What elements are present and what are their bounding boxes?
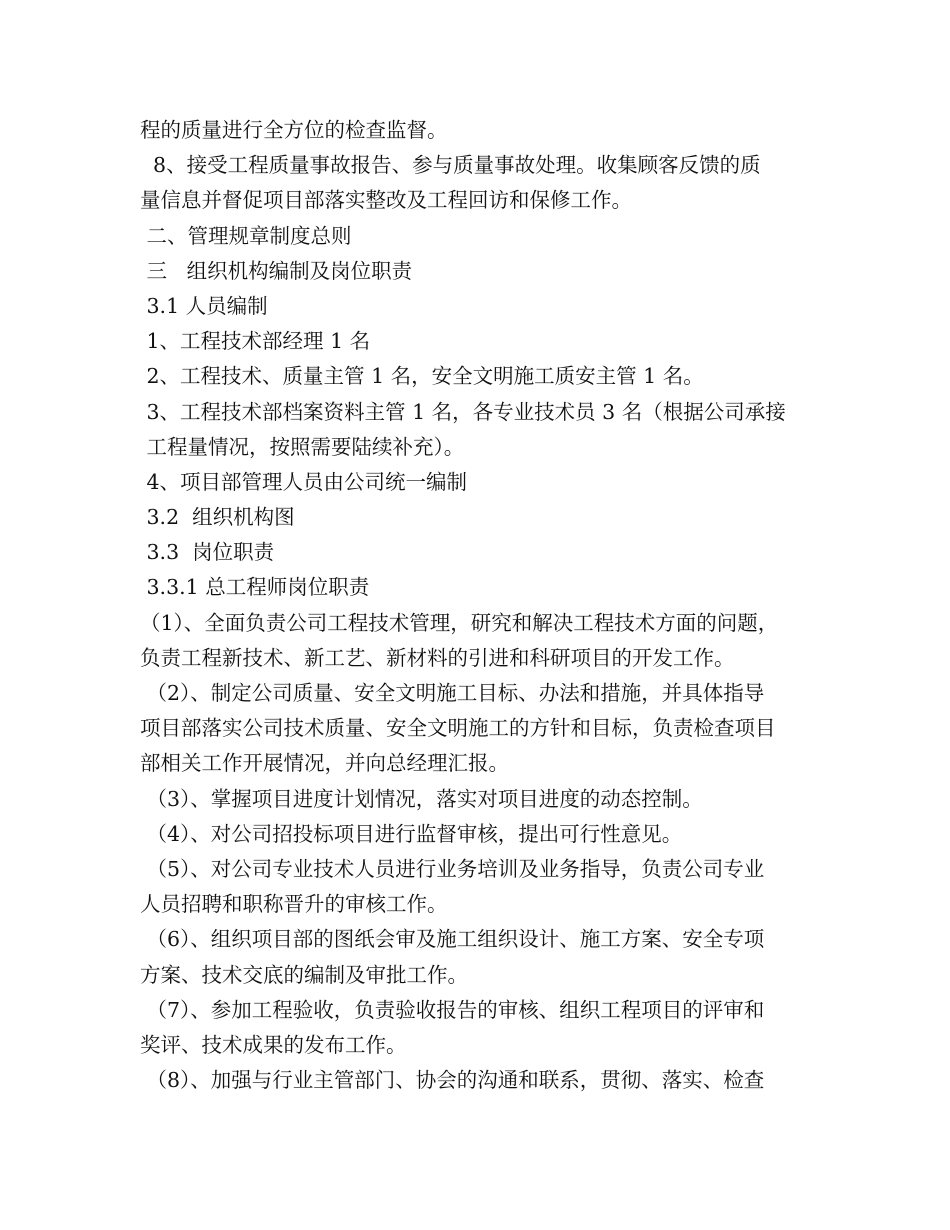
subsection-heading: 3.2 组织机构图 (140, 505, 295, 530)
text-line: 1、工程技术部经理 1 名 (140, 329, 371, 354)
text-line: 量信息并督促项目部落实整改及工程回访和保修工作。 (140, 188, 632, 213)
text-line: 8、接受工程质量事故报告、参与质量事故处理。收集顾客反馈的质 (140, 153, 761, 178)
subsection-heading: 3.3.1 总工程师岗位职责 (140, 575, 370, 600)
text-line: 项目部落实公司技术质量、安全文明施工的方针和目标，负责检查项目 (140, 716, 776, 741)
text-line: 部相关工作开展情况，并向总经理汇报。 (140, 751, 509, 776)
text-line: （6）、组织项目部的图纸会审及施工组织设计、施工方案、安全专项 (140, 927, 765, 952)
text-line: 负责工程新技术、新工艺、新材料的引进和科研项目的开发工作。 (140, 645, 735, 670)
text-line: （8）、加强与行业主管部门、协会的沟通和联系，贯彻、落实、检查 (140, 1068, 765, 1093)
text-line: （4）、对公司招投标项目进行监督审核，提出可行性意见。 (140, 821, 683, 846)
text-line: （3）、掌握项目进度计划情况，落实对项目进度的动态控制。 (140, 786, 703, 811)
section-heading: 二、管理规章制度总则 (140, 223, 352, 248)
document-body (140, 113, 830, 1098)
text-line: 人员招聘和职称晋升的审核工作。 (140, 892, 448, 917)
text-line: 4、项目部管理人员由公司统一编制 (140, 469, 468, 494)
section-heading: 三 组织机构编制及岗位职责 (140, 258, 413, 283)
text-line: （2）、制定公司质量、安全文明施工目标、办法和措施，并具体指导 (140, 681, 765, 705)
text-line: （5）、对公司专业技术人员进行业务培训及业务指导，负责公司专业 (140, 856, 765, 881)
subsection-heading: 3.3 岗位职责 (140, 540, 275, 565)
text-line: 奖评、技术成果的发布工作。 (140, 1032, 407, 1057)
subsection-heading: 3.1 人员编制 (140, 293, 268, 318)
text-line: 工程量情况，按照需要陆续补充）。 (140, 434, 465, 459)
text-line: （7）、参加工程验收，负责验收报告的审核、组织工程项目的评审和 (140, 997, 765, 1022)
text-line: 2、工程技术、质量主管 1 名，安全文明施工质安主管 1 名。 (140, 364, 704, 389)
text-line: 方案、技术交底的编制及审批工作。 (140, 962, 468, 987)
text-line: （1）、全面负责公司工程技术管理，研究和解决工程技术方面的问题， (140, 610, 779, 635)
text-line: 3、工程技术部档案资料主管 1 名，各专业技术员 3 名（根据公司承接 (140, 399, 786, 424)
text-line: 程的质量进行全方位的检查监督。 (140, 118, 448, 142)
